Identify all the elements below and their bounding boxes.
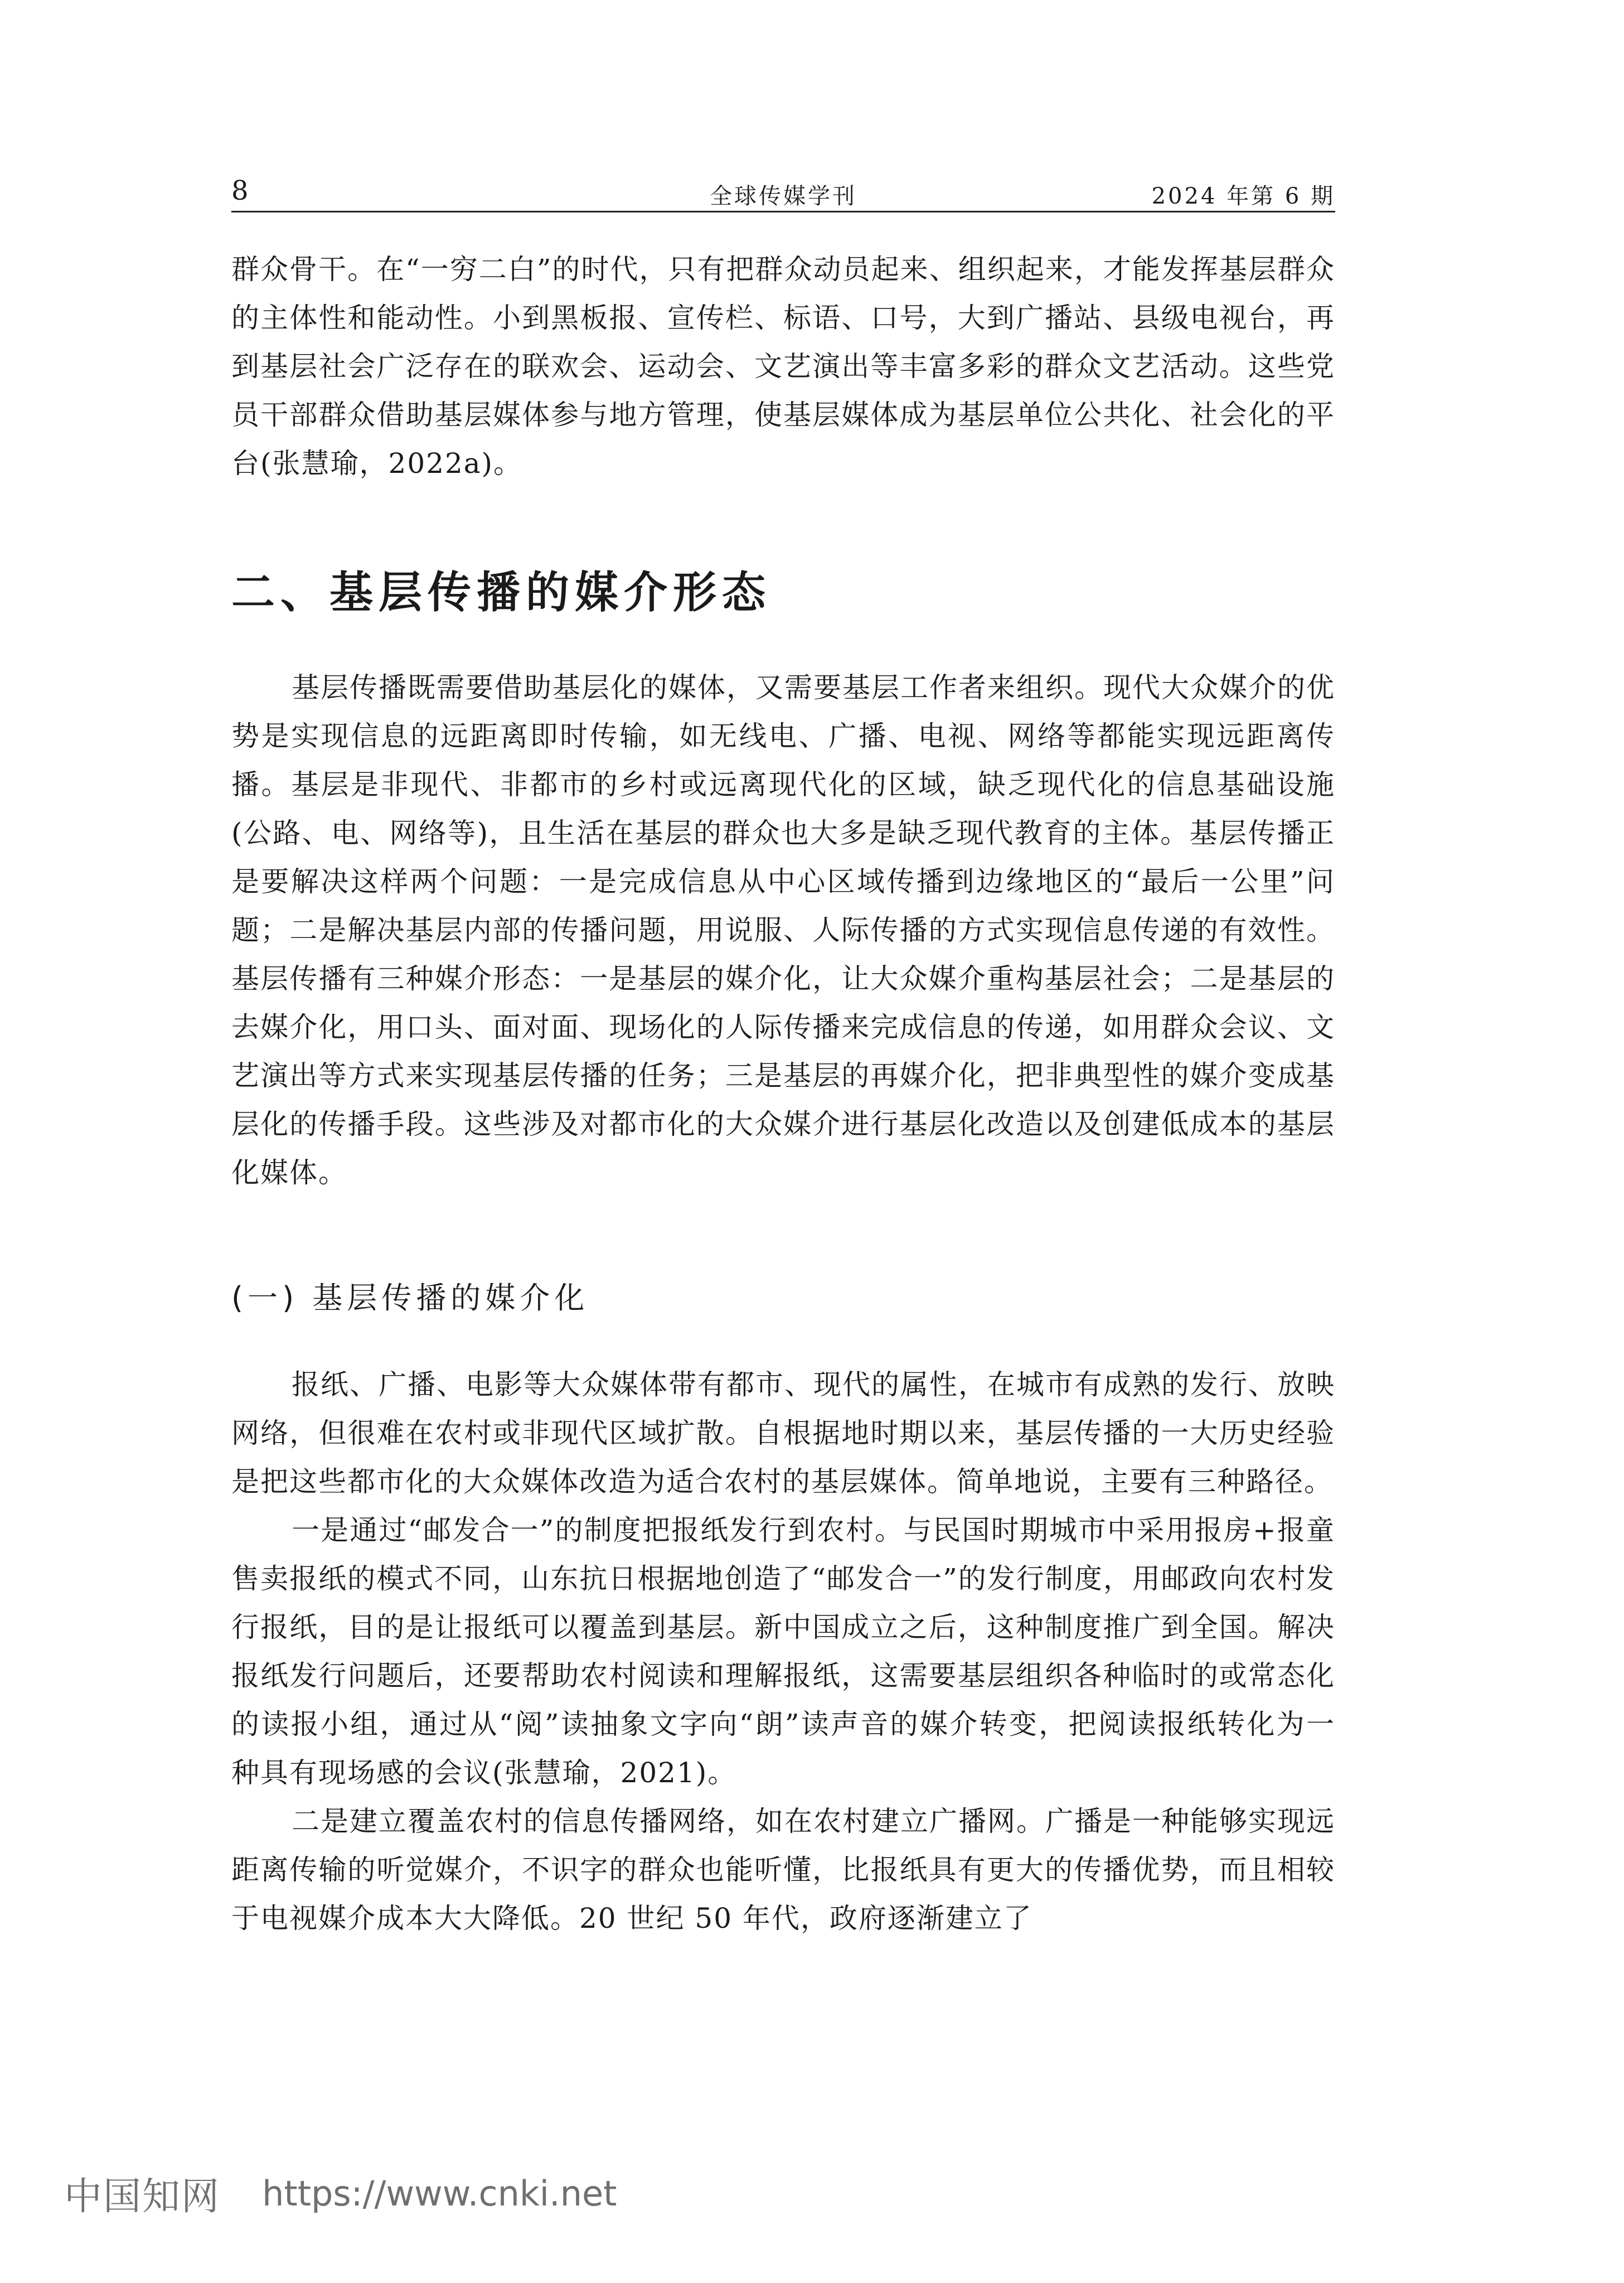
body-paragraph: 二是建立覆盖农村的信息传播网络，如在农村建立广播网。广播是一种能够实现远距离传输的听觉媒介，不识字的群众也能听懂，比报纸具有更大的传播优势，而且相较于电视媒介成本大大降低。20 世纪 50 年代，政府逐渐建立了 xyxy=(231,1805,1335,1934)
cnki-watermark xyxy=(64,2166,617,2228)
header-divider xyxy=(231,211,1335,212)
body-paragraph: 一是通过“邮发合一”的制度把报纸发行到农村。与民国时期城市中采用报房+报童售卖报纸的模式不同，山东抗日根据地创造了“邮发合一”的发行制度，用邮政向农村发行报纸，目的是让报纸可以覆盖到基层。新中国成立之后，这种制度推广到全国。解决报纸发行问题后，还要帮助农村阅读和理解报纸，这需要基层组织各种临时的或常态化的读报小组，通过从“阅”读抽象文字向“朗”读声音的媒介转变，把阅读报纸转化为一种具有现场感的会议(张慧瑜，2021)。 xyxy=(231,1514,1335,1789)
body-paragraph: 报纸、广播、电影等大众媒体带有都市、现代的属性，在城市有成熟的发行、放映网络，但很难在农村或非现代区域扩散。自根据地时期以来，基层传播的一大历史经验是把这些都市化的大众媒体改造为适合农村的基层媒体。简单地说，主要有三种路径。 xyxy=(231,1368,1335,1498)
section-heading: 二、基层传播的媒介形态 xyxy=(231,568,772,618)
journal-title: 全球传媒学刊 xyxy=(710,183,857,209)
subsection-block xyxy=(231,1361,1335,1943)
intro-paragraph: 群众骨干。在“一穷二白”的时代，只有把群众动员起来、组织起来，才能发挥基层群众的主体性和能动性。小到黑板报、宣传栏、标语、口号，大到广播站、县级电视台，再到基层社会广泛存在的联欢会、运动会、文艺演出等丰富多彩的群众文艺活动。这些党员干部群众借助基层媒体参与地方管理，使基层媒体成为基层单位公共化、社会化的平台(张慧瑜，2022a)。 xyxy=(231,253,1335,480)
watermark-url: https://www.cnki.net xyxy=(262,2173,617,2214)
page-number: 8 xyxy=(231,175,251,206)
issue-label: 2024 年第 6 期 xyxy=(1151,183,1335,209)
watermark-brand: 中国知网 xyxy=(64,2175,221,2219)
intro-block xyxy=(231,245,1335,488)
section-block xyxy=(231,664,1335,1197)
section-paragraph: 基层传播既需要借助基层化的媒体，又需要基层工作者来组织。现代大众媒介的优势是实现信息的远距离即时传输，如无线电、广播、电视、网络等都能实现远距离传播。基层是非现代、非都市的乡村或远离现代化的区域，缺乏现代化的信息基础设施(公路、电、网络等)，且生活在基层的群众也大多是缺乏现代教育的主体。基层传播正是要解决这样两个问题：一是完成信息从中心区域传播到边缘地区的“最后一公里”问题；二是解决基层内部的传播问题，用说服、人际传播的方式实现信息传递的有效性。基层传播有三种媒介形态：一是基层的媒介化，让大众媒介重构基层社会；二是基层的去媒介化，用口头、面对面、现场化的人际传播来完成信息的传递，如用群众会议、文艺演出等方式来实现基层传播的任务；三是基层的再媒介化，把非典型性的媒介变成基层化的传播手段。这些涉及对都市化的大众媒介进行基层化改造以及创建低成本的基层化媒体。 xyxy=(231,671,1335,1189)
subsection-heading: (一) 基层传播的媒介化 xyxy=(231,1280,589,1315)
running-header xyxy=(231,167,1335,212)
